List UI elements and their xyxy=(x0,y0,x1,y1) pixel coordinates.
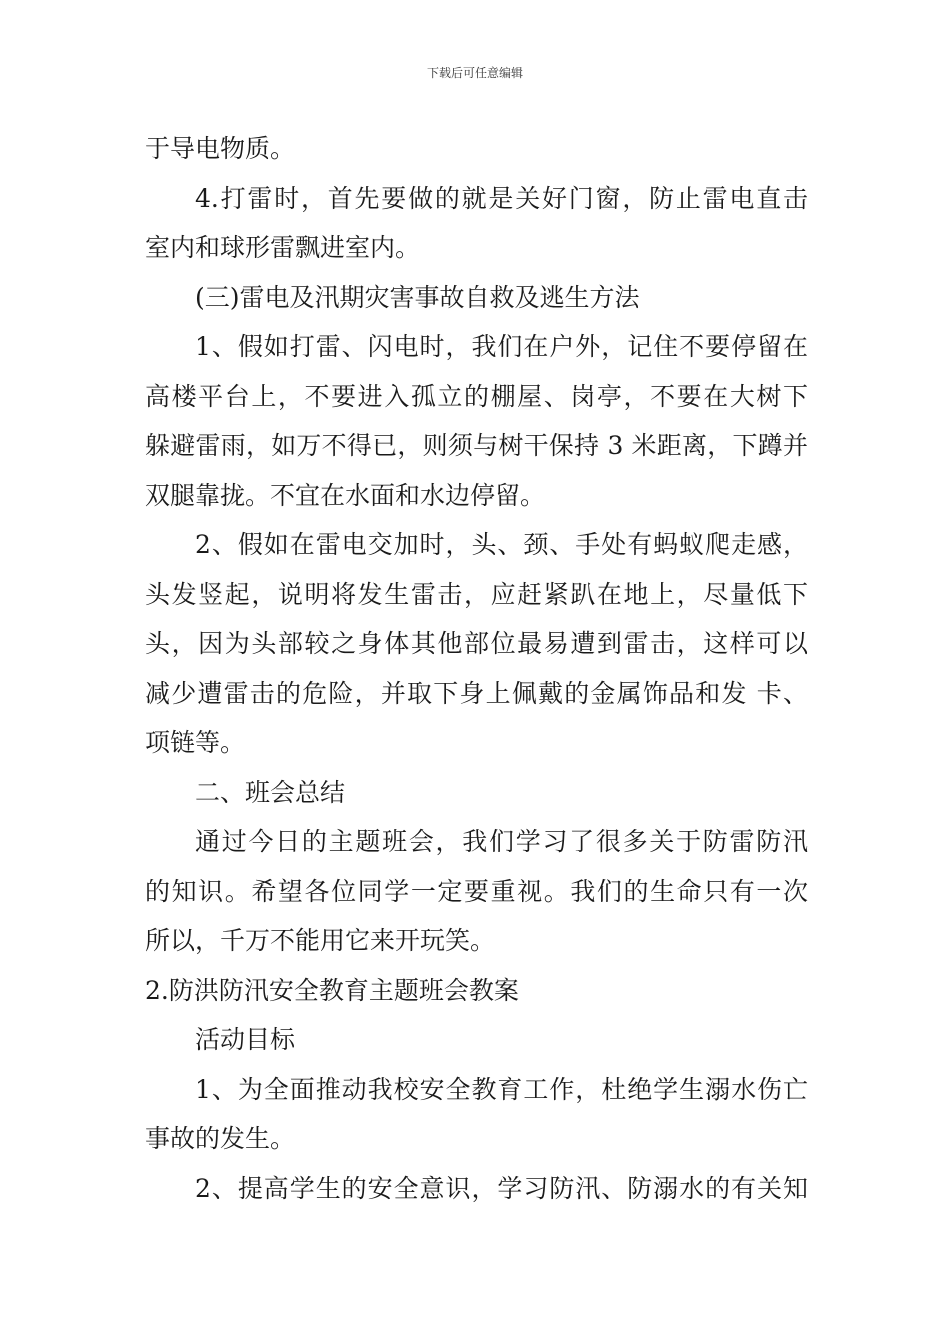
text-line: 于导电物质。 xyxy=(145,134,296,163)
text-line: 的知识。希望各位同学一定要重视。我们的生命只有一次 xyxy=(145,876,808,906)
text-line: 减少遭雷击的危险，并取下身上佩戴的金属饰品和发 卡、 xyxy=(145,678,808,708)
text-line: 所以，千万不能用它来开玩笑。 xyxy=(145,926,496,955)
text-line: 躲避雷雨，如万不得已，则须与树干保持 3 米距离，下蹲并 xyxy=(145,431,808,460)
text-line: 二、班会总结 xyxy=(195,777,346,807)
text-line: (三)雷电及汛期灾害事故自救及逃生方法 xyxy=(195,282,640,312)
page-header: 下载后可任意编辑 xyxy=(426,66,523,80)
text-line: 活动目标 xyxy=(195,1025,296,1054)
text-line: 头，因为头部较之身体其他部位最易遭到雷击，这样可以 xyxy=(145,629,808,658)
text-line: 头发竖起，说明将发生雷击，应赶紧趴在地上，尽量低下 xyxy=(145,579,808,609)
text-line: 2.防洪防汛安全教育主题班会教案 xyxy=(145,975,519,1005)
text-line: 1、为全面推动我校安全教育工作，杜绝学生溺水伤亡 xyxy=(195,1074,808,1104)
text-line: 高楼平台上，不要进入孤立的棚屋、岗亭，不要在大树下 xyxy=(145,381,808,411)
text-line: 项链等。 xyxy=(145,728,246,757)
text-line: 2、提高学生的安全意识，学习防汛、防溺水的有关知 xyxy=(195,1173,808,1203)
text-line: 1、假如打雷、闪电时，我们在户外，记住不要停留在 xyxy=(195,332,808,361)
document-body xyxy=(145,124,808,1213)
text-line: 4.打雷时，首先要做的就是关好门窗，防止雷电直击 xyxy=(195,183,808,213)
text-line: 2、假如在雷电交加时，头、颈、手处有蚂蚁爬走感， xyxy=(195,530,808,559)
text-line: 通过今日的主题班会，我们学习了很多关于防雷防汛 xyxy=(195,827,808,856)
text-line: 室内和球形雷飘进室内。 xyxy=(145,233,421,262)
text-line: 双腿靠拢。不宜在水面和水边停留。 xyxy=(145,480,546,510)
text-line: 事故的发生。 xyxy=(145,1124,296,1153)
